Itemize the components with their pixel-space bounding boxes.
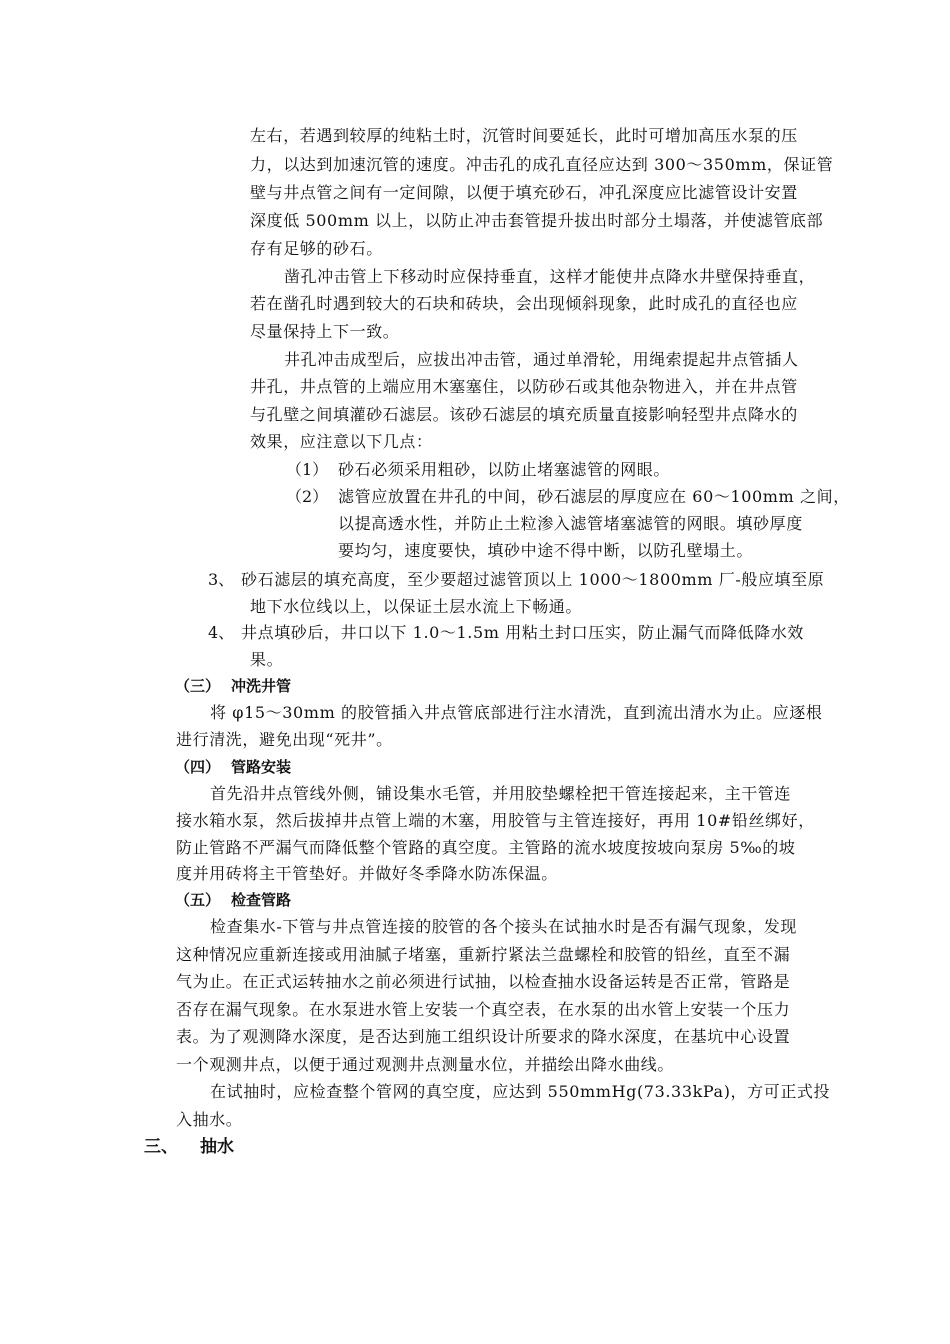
paragraph-line: 首先沿井点管线外侧，铺设集水毛管，并用胶垫螺栓把干管连接起来，主干管连 — [210, 784, 792, 803]
list-item-text: 要均匀，速度要快，填砂中途不得中断，以防孔壁塌土。 — [338, 541, 754, 560]
list-marker: 3、 — [208, 570, 235, 589]
paragraph-line: 在试抽时，应检查整个管网的真空度，应达到 550mmHg(73.33kPa)，方可正式投 — [210, 1082, 831, 1101]
paragraph-line: 井孔，井点管的上端应用木塞塞住，以防砂石或其他杂物进入，并在井点管 — [250, 377, 798, 396]
paragraph-line: 否存在漏气现象。在水泵进水管上安装一个真空表，在水泵的出水管上安装一个压力 — [176, 1000, 791, 1019]
paragraph-line: 效果，应注意以下几点： — [250, 432, 433, 451]
paragraph-line: 检查集水-下管与井点管连接的胶管的各个接头在试抽水时是否有漏气现象，发现 — [210, 917, 798, 936]
paragraph-line: 尽量保持上下一致。 — [250, 322, 400, 341]
list-item-text: 地下水位线以上，以保证土层水流上下畅通。 — [250, 597, 583, 616]
paragraph-line: 将 φ15～30mm 的胶管插入井点管底部进行注水清洗，直到流出清水为止。应逐根 — [210, 703, 823, 722]
section-heading — [175, 890, 291, 910]
section-title: 冲洗井管 — [231, 677, 292, 695]
list-marker: （2） — [286, 487, 329, 506]
list-item-text: 果。 — [250, 650, 284, 669]
list-item-text: 砂石必须采用粗砂，以防止堵塞滤管的网眼。 — [338, 460, 671, 479]
paragraph-line: 入抽水。 — [176, 1110, 243, 1129]
paragraph-line: 防止管路不严漏气而降低整个管路的真空度。主管路的流水坡度按坡向泵房 5‰的坡 — [176, 838, 796, 857]
paragraph-line: 与孔壁之间填灌砂石滤层。该砂石滤层的填充质量直接影响轻型井点降水的 — [250, 405, 798, 424]
paragraph-line: 这种情况应重新连接或用油腻子堵塞，重新拧紧法兰盘螺栓和胶管的铅丝，直至不漏 — [176, 945, 791, 964]
paragraph-line: 井孔冲击成型后，应拔出冲击管，通过单滑轮，用绳索提起井点管插人 — [284, 350, 799, 369]
list-marker: 4、 — [208, 623, 235, 642]
paragraph-line: 深度低 500mm 以上，以防止冲击套管提升拔出时部分土塌落，并使滤管底部 — [250, 211, 824, 230]
paragraph-line: 气为止。在正式运转抽水之前必须进行试抽，以检查抽水设备运转是否正常，管路是 — [176, 972, 791, 991]
section-number: （三） — [175, 677, 221, 695]
section-number: （五） — [175, 891, 221, 909]
list-marker: （1） — [286, 460, 329, 479]
paragraph-line: 壁与井点管之间有一定间隙，以便于填充砂石，冲孔深度应比滤管设计安置 — [250, 183, 798, 202]
chapter-number: 三、 — [144, 1137, 178, 1157]
list-item-text: 以提高透水性，并防止土粒渗入滤管堵塞滤管的网眼。填砂厚度 — [338, 514, 803, 533]
paragraph-line: 凿孔冲击管上下移动时应保持垂直，这样才能使井点降水井壁保持垂直， — [284, 267, 816, 286]
section-title: 检查管路 — [231, 891, 292, 909]
list-item-text: 井点填砂后，井口以下 1.0～1.5m 用粘土封口压实，防止漏气而降低降水效 — [241, 623, 805, 642]
section-heading — [175, 676, 291, 696]
paragraph-line: 若在凿孔时遇到较大的石块和砖块，会出现倾斜现象，此时成孔的直径也应 — [250, 294, 798, 313]
paragraph-line: 表。为了观测降水深度，是否达到施工组织设计所要求的降水深度，在基坑中心设置 — [176, 1027, 791, 1046]
paragraph-line: 力，以达到加速沉管的速度。冲击孔的成孔直径应达到 300～350mm，保证管 — [250, 155, 834, 174]
paragraph-line: 左右，若遇到较厚的纯粘土时，沉管时间要延长，此时可增加高压水泵的压 — [250, 126, 798, 145]
section-number: （四） — [175, 758, 221, 776]
list-item-text: 砂石滤层的填充高度，至少要超过滤管顶以上 1000～1800mm 厂-般应填至原 — [241, 570, 825, 589]
list-item-text: 滤管应放置在井孔的中间，砂石滤层的厚度应在 60～100mm 之间， — [338, 487, 850, 506]
paragraph-line: 度并用砖将主干管垫好。并做好冬季降水防冻保温。 — [176, 864, 558, 883]
section-heading — [175, 757, 291, 777]
paragraph-line: 一个观测井点，以便于通过观测井点测量水位，并描绘出降水曲线。 — [176, 1055, 675, 1074]
chapter-heading — [144, 1136, 234, 1158]
paragraph-line: 接水箱水泵，然后拔掉井点管上端的木塞，用胶管与主管连接好，再用 10#铅丝绑好， — [176, 811, 815, 830]
paragraph-line: 存有足够的砂石。 — [250, 239, 383, 258]
chapter-title: 抽水 — [200, 1137, 234, 1157]
section-title: 管路安装 — [231, 758, 292, 776]
paragraph-line: 进行清洗，避免出现“死井”。 — [176, 730, 393, 749]
